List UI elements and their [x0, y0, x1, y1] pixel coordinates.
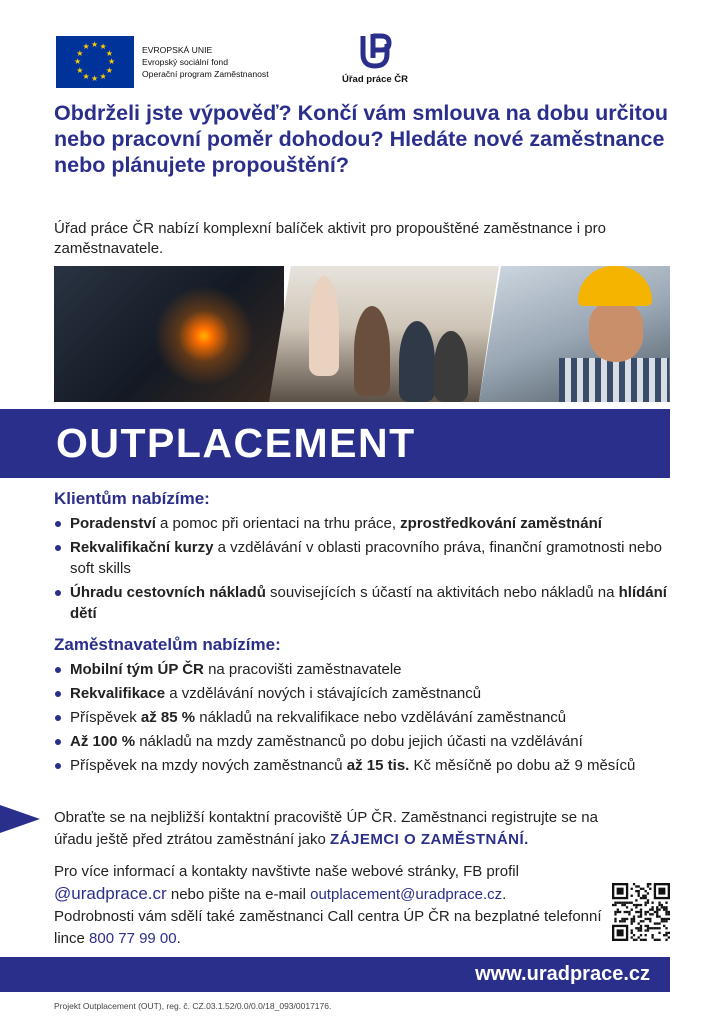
star-icon: ★	[74, 57, 82, 66]
qr-module	[633, 920, 635, 922]
star-icon: ★	[105, 48, 113, 58]
info-text4: Podrobnosti vám sdělí také zaměstnanci Call centra ÚP ČR na bezplatné telefonní lince	[54, 908, 602, 947]
qr-module	[668, 936, 670, 938]
website-link[interactable]: www.uradprace.cz	[475, 963, 650, 985]
qr-module	[631, 918, 633, 920]
star-icon: ★	[99, 71, 107, 81]
qr-module	[626, 911, 628, 913]
qr-module	[644, 911, 646, 913]
qr-module	[647, 899, 649, 901]
star-icon: ★	[76, 65, 84, 75]
employers-item	[54, 659, 684, 680]
audience-figure	[434, 331, 468, 402]
qr-module	[658, 915, 660, 917]
qr-module	[624, 911, 626, 913]
qr-module	[624, 904, 626, 906]
clients-item-text: hlídání dětí	[70, 584, 667, 622]
qr-module	[635, 885, 637, 887]
clients-item-text: a pomoc při orientaci na trhu práce,	[155, 515, 401, 532]
qr-module	[619, 902, 621, 904]
qr-module	[626, 906, 628, 908]
phone-link[interactable]: 800 77 99 00	[89, 930, 177, 947]
employers-item-text: a vzdělávání nových i stávajících zaměstnanců	[165, 685, 482, 702]
employers-item-text: Příspěvek na mzdy nových zaměstnanců	[70, 757, 347, 774]
qr-module	[640, 915, 642, 917]
qr-module	[651, 934, 653, 936]
qr-module	[612, 904, 614, 906]
qr-module	[640, 939, 642, 941]
qr-module	[644, 925, 646, 927]
qr-module	[651, 909, 653, 911]
eu-logo-line3: Operační program Zaměstnanost	[142, 69, 269, 79]
qr-module	[624, 918, 626, 920]
qr-module	[642, 897, 644, 899]
clients-title: Klientům nabízíme:	[54, 489, 210, 508]
presenter-figure	[309, 276, 339, 376]
info-text5: .	[176, 930, 181, 947]
qr-module	[631, 932, 633, 934]
qr-module	[654, 927, 656, 929]
qr-module	[663, 909, 665, 911]
qr-module	[665, 920, 667, 922]
qr-module	[668, 913, 670, 915]
employers-item-text: Až 100 %	[70, 733, 136, 750]
star-icon: ★	[105, 65, 113, 75]
star-icon: ★	[82, 71, 90, 81]
star-icon: ★	[91, 40, 99, 49]
qr-module	[665, 932, 667, 934]
employers-item-text: Rekvalifikace	[70, 685, 166, 702]
qr-module	[626, 918, 628, 920]
up-logo-icon	[355, 32, 395, 70]
qr-module	[638, 915, 640, 917]
qr-module	[647, 925, 649, 927]
qr-module	[663, 906, 665, 908]
clients-list	[54, 513, 684, 627]
qr-module	[617, 911, 619, 913]
qr-module	[649, 920, 651, 922]
employers-item	[54, 731, 684, 752]
qr-module	[638, 890, 640, 892]
qr-module	[640, 927, 642, 929]
qr-module	[614, 920, 616, 922]
clients-item-text: Poradenství	[70, 515, 156, 532]
qr-module	[640, 929, 642, 931]
employers-item-text: Mobilní tým ÚP ČR	[70, 661, 204, 678]
qr-module	[656, 906, 658, 908]
clients-item-text: souvisejících s účastí na aktivitách nebo nákladů na	[265, 584, 619, 601]
qr-module	[617, 929, 624, 936]
qr-module	[633, 904, 635, 906]
qr-module	[656, 939, 658, 941]
qr-module	[647, 885, 649, 887]
qr-module	[649, 883, 651, 885]
qr-module	[640, 913, 642, 915]
qr-module	[631, 936, 633, 938]
employers-list	[54, 659, 684, 779]
qr-module	[640, 904, 642, 906]
employers-item-text: až 85 %	[140, 709, 196, 726]
clients-item-text: Úhradu cestovních nákladů	[70, 584, 266, 601]
qr-module	[665, 909, 667, 911]
qr-module	[647, 927, 649, 929]
info-text1: Pro více informací a kontakty navštivte naše webové stránky, FB profil	[54, 863, 519, 880]
star-icon: ★	[76, 48, 84, 58]
qr-module	[649, 909, 651, 911]
employers-item	[54, 707, 684, 728]
clients-item	[54, 513, 684, 534]
star-icon: ★	[108, 57, 116, 66]
qr-module	[644, 895, 646, 897]
qr-module	[626, 902, 628, 904]
employers-item-text: nákladů na mzdy zaměstnanců po dobu jejich účasti na vzdělávání	[135, 733, 583, 750]
qr-module	[631, 895, 633, 897]
qr-module	[647, 892, 649, 894]
qr-module	[633, 915, 635, 917]
employers-item-text: Kč měsíčně po dobu až 9 měsíců	[409, 757, 636, 774]
qr-module	[621, 918, 623, 920]
qr-module	[635, 899, 637, 901]
qr-module	[644, 897, 646, 899]
clients-item	[54, 537, 684, 579]
qr-module	[654, 911, 656, 913]
qr-module	[640, 920, 642, 922]
qr-module	[640, 888, 642, 890]
qr-module	[649, 918, 651, 920]
qr-module	[635, 927, 637, 929]
qr-module	[642, 895, 644, 897]
clients-item-text: zprostředkování zaměstnání	[400, 515, 602, 532]
qr-module	[638, 885, 640, 887]
qr-module	[651, 936, 653, 938]
employers-title: Zaměstnavatelům nabízíme:	[54, 635, 281, 654]
qr-module	[631, 929, 633, 931]
qr-module	[644, 904, 646, 906]
qr-module	[619, 911, 621, 913]
qr-module	[665, 913, 667, 915]
eu-flag-icon	[56, 36, 134, 88]
qr-module	[658, 904, 660, 906]
worker-shirt	[559, 358, 669, 402]
qr-module	[647, 918, 649, 920]
qr-module	[647, 883, 649, 885]
qr-module	[640, 911, 642, 913]
photo-strip	[54, 266, 670, 402]
qr-module	[651, 913, 653, 915]
qr-module	[644, 890, 646, 892]
qr-module	[631, 922, 633, 924]
qr-module	[631, 888, 633, 890]
qr-module	[665, 902, 667, 904]
qr-module	[614, 911, 616, 913]
facebook-link[interactable]: @uradprace.cr	[54, 884, 167, 903]
qr-module	[668, 932, 670, 934]
qr-module	[647, 902, 649, 904]
qr-module	[633, 934, 635, 936]
qr-module	[617, 902, 619, 904]
qr-module	[656, 911, 658, 913]
qr-module	[638, 895, 640, 897]
qr-module	[614, 902, 616, 904]
audience-figure	[399, 321, 435, 402]
qr-module	[656, 922, 658, 924]
qr-module	[651, 927, 653, 929]
qr-module	[656, 913, 658, 915]
qr-module	[614, 913, 616, 915]
eu-logo	[56, 36, 269, 88]
qr-module	[635, 911, 637, 913]
qr-module	[658, 927, 660, 929]
headline: Obdrželi jste výpověď? Končí vám smlouva na dobu určitou nebo pracovní poměr dohodou? Hledáte nové zaměstnance nebo plánujete propouštění?	[54, 101, 668, 177]
qr-module	[638, 892, 640, 894]
qr-module	[640, 897, 642, 899]
qr-module	[633, 918, 635, 920]
qr-module	[649, 927, 651, 929]
qr-module	[642, 939, 644, 941]
qr-module	[668, 911, 670, 913]
info-text2: nebo pište na e-mail	[166, 886, 311, 903]
qr-module	[619, 920, 621, 922]
qr-module	[635, 906, 637, 908]
qr-module	[663, 934, 665, 936]
contact-highlight: ZÁJEMCI O ZAMĚSTNÁNÍ.	[330, 831, 529, 848]
qr-module	[656, 915, 658, 917]
qr-module	[617, 888, 624, 895]
qr-module	[647, 929, 649, 931]
qr-module	[640, 909, 642, 911]
star-icon: ★	[99, 42, 107, 52]
qr-module	[617, 909, 619, 911]
eu-logo-text	[142, 44, 269, 80]
qr-module	[638, 936, 640, 938]
banner-title: OUTPLACEMENT	[56, 420, 416, 466]
qr-module	[644, 939, 646, 941]
contact-text: Obraťte se na nejbližší kontaktní pracoviště ÚP ČR. Zaměstnanci registrujte se na úřadu ještě před ztrátou zaměstnání jako	[54, 809, 598, 848]
eu-logo-line2: Evropský sociální fond	[142, 57, 228, 67]
qr-module	[624, 920, 626, 922]
clients-item	[54, 582, 684, 624]
qr-module	[658, 888, 665, 895]
qr-module	[649, 888, 651, 890]
qr-module	[638, 922, 640, 924]
qr-module	[661, 904, 663, 906]
qr-module	[635, 904, 637, 906]
employers-item	[54, 755, 684, 776]
qr-module	[614, 918, 616, 920]
qr-module	[642, 888, 644, 890]
contact-paragraph	[54, 807, 614, 851]
qr-module	[665, 934, 667, 936]
qr-module	[668, 918, 670, 920]
employers-item-text: na pracovišti zaměstnavatele	[203, 661, 402, 678]
qr-module	[661, 918, 663, 920]
employers-item	[54, 683, 684, 704]
qr-module	[621, 920, 623, 922]
qr-module	[633, 883, 635, 885]
qr-module	[631, 902, 633, 904]
qr-module	[628, 911, 630, 913]
qr-module	[658, 922, 660, 924]
up-logo	[330, 32, 420, 85]
arrow-icon	[0, 805, 40, 833]
qr-module	[665, 918, 667, 920]
welder-photo	[54, 266, 284, 402]
email-link[interactable]: outplacement@uradprace.cz	[310, 886, 503, 903]
qr-module	[663, 918, 665, 920]
qr-module	[644, 934, 646, 936]
up-logo-name: Úřad práce ČR	[342, 74, 408, 85]
qr-code-icon[interactable]	[612, 883, 670, 941]
qr-module	[644, 929, 646, 931]
info-paragraph	[54, 861, 604, 950]
qr-module	[665, 906, 667, 908]
qr-module	[661, 920, 663, 922]
clients-item-text: a vzdělávání v oblasti pracovního práva, finanční gramotnosti nebo soft skills	[70, 539, 663, 577]
employers-item-text: Příspěvek	[70, 709, 141, 726]
audience-figure	[354, 306, 390, 396]
qr-module	[635, 939, 637, 941]
qr-module	[654, 939, 656, 941]
qr-module	[654, 922, 656, 924]
qr-module	[631, 920, 633, 922]
worker-face	[589, 302, 643, 362]
qr-module	[658, 902, 660, 904]
qr-module	[642, 920, 644, 922]
qr-module	[621, 902, 623, 904]
qr-module	[628, 913, 630, 915]
star-icon: ★	[91, 74, 99, 83]
qr-module	[635, 890, 637, 892]
qr-module	[663, 925, 665, 927]
qr-module	[665, 911, 667, 913]
eu-logo-line1: EVROPSKÁ UNIE	[142, 45, 213, 55]
qr-module	[638, 929, 640, 931]
project-reference: Projekt Outplacement (OUT), reg. č. CZ.03.1.52/0.0/0.0/18_093/0017176.	[54, 1001, 332, 1011]
qr-module	[658, 932, 660, 934]
qr-module	[656, 909, 658, 911]
qr-module	[638, 904, 640, 906]
intro-text: Úřad práce ČR nabízí komplexní balíček aktivit pro propouštěné zaměstnance i pro zaměstnavatele.	[54, 220, 606, 257]
qr-module	[624, 902, 626, 904]
qr-module	[644, 902, 646, 904]
qr-module	[647, 911, 649, 913]
qr-module	[638, 911, 640, 913]
qr-module	[661, 906, 663, 908]
qr-module	[649, 913, 651, 915]
qr-module	[640, 934, 642, 936]
qr-module	[638, 927, 640, 929]
info-text3: .	[502, 886, 507, 903]
qr-module	[644, 918, 646, 920]
qr-module	[631, 909, 633, 911]
clients-item-text: Rekvalifikační kurzy	[70, 539, 214, 556]
qr-module	[614, 904, 616, 906]
qr-module	[656, 927, 658, 929]
qr-module	[658, 939, 660, 941]
qr-module	[621, 904, 623, 906]
qr-module	[628, 902, 630, 904]
star-icon: ★	[82, 42, 90, 52]
qr-module	[665, 939, 667, 941]
qr-module	[644, 913, 646, 915]
qr-module	[651, 902, 653, 904]
qr-module	[651, 906, 653, 908]
qr-module	[665, 927, 667, 929]
qr-module	[640, 925, 642, 927]
employers-item-text: až 15 tis.	[346, 757, 410, 774]
qr-module	[663, 920, 665, 922]
qr-module	[658, 909, 660, 911]
employers-item-text: nákladů na rekvalifikace nebo vzdělávání zaměstnanců	[195, 709, 567, 726]
qr-module	[633, 939, 635, 941]
